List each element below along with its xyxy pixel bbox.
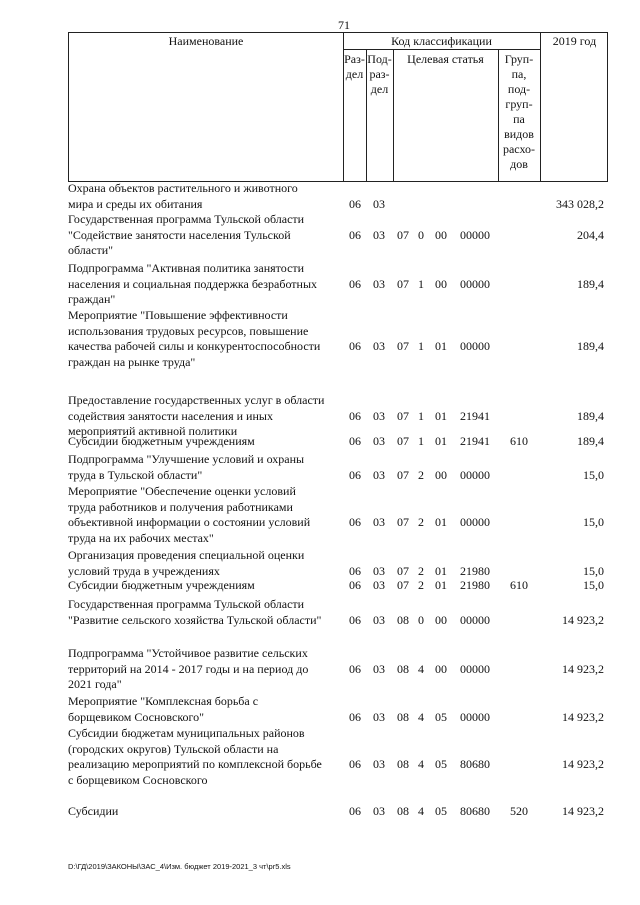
row-code-b: 1 (418, 434, 424, 448)
row-code-d: 00000 (460, 612, 490, 627)
row-code-b: 0 (418, 227, 424, 242)
row-code-a: 08 (397, 709, 409, 724)
table-row (68, 578, 608, 594)
row-code-c: 01 (435, 339, 447, 353)
row-code-r: 06 (349, 339, 361, 353)
row-code-c: 01 (435, 408, 447, 423)
table-row (68, 548, 608, 579)
row-name: Подпрограмма "Активная политика занятости населения и социальная поддержка безработных граждан" (68, 261, 318, 306)
row-code-pr: 03 (373, 434, 385, 448)
row-sum: 204,4 (577, 227, 604, 242)
row-sum: 14 923,2 (562, 709, 604, 724)
row-name: Государственная программа Тульской области "Содействие занятости населения Тульской области" (68, 212, 305, 257)
row-code-a: 08 (397, 757, 409, 771)
row-code-a: 07 (397, 434, 409, 448)
row-code-d: 00000 (460, 515, 490, 529)
row-code-r: 06 (349, 709, 361, 724)
row-code-r: 06 (349, 757, 361, 771)
row-code-b: 2 (418, 563, 424, 578)
row-code-r: 06 (349, 661, 361, 676)
header-year: 2019 год (552, 34, 597, 48)
row-code-a: 07 (397, 227, 409, 242)
row-code-a: 07 (397, 276, 409, 291)
row-code-d: 00000 (460, 339, 490, 353)
header-name: Наименование (168, 34, 244, 48)
row-code-b: 1 (418, 276, 424, 291)
table-row (68, 212, 608, 259)
row-code-pr: 03 (373, 804, 385, 818)
row-code-vr: 610 (510, 434, 528, 448)
row-code-d: 80680 (460, 757, 490, 771)
row-code-pr: 03 (373, 563, 385, 578)
row-code-b: 0 (418, 612, 424, 627)
row-code-b: 4 (418, 709, 424, 724)
page-number: 71 (338, 18, 350, 32)
row-sum: 15,0 (583, 515, 604, 529)
row-code-c: 01 (435, 578, 447, 592)
row-code-c: 00 (435, 612, 447, 627)
row-name: Охрана объектов растительного и животного мира и среды их обитания (68, 181, 298, 211)
row-code-r: 06 (349, 515, 361, 529)
row-code-r: 06 (349, 434, 361, 448)
row-code-b: 2 (418, 467, 424, 482)
row-sum: 189,4 (577, 408, 604, 423)
row-code-c: 01 (435, 515, 447, 529)
row-name: Предоставление государственных услуг в области содействия занятости населения и иных мероприятий активной политики (68, 393, 325, 438)
row-code-r: 06 (349, 227, 361, 242)
row-name: Подпрограмма "Устойчивое развитие сельских территорий на 2014 - 2017 годы и на период до 2021 года" (68, 646, 309, 691)
row-code-a: 07 (397, 563, 409, 578)
row-code-a: 08 (397, 612, 409, 627)
row-name: Мероприятие "Комплексная борьба с борщевиком Сосновского" (68, 694, 259, 724)
row-sum: 15,0 (583, 578, 604, 592)
row-code-a: 08 (397, 804, 409, 818)
row-code-pr: 03 (373, 339, 385, 353)
row-code-a: 07 (397, 515, 409, 529)
row-code-a: 07 (397, 467, 409, 482)
row-sum: 189,4 (577, 434, 604, 448)
row-name: Субсидии бюджетным учреждениям (68, 578, 255, 592)
row-code-d: 00000 (460, 709, 490, 724)
row-code-b: 2 (418, 515, 424, 529)
row-code-pr: 03 (373, 515, 385, 529)
table-row (68, 694, 608, 725)
row-code-d: 00000 (460, 227, 490, 242)
row-code-r: 06 (349, 612, 361, 627)
row-sum: 14 923,2 (562, 757, 604, 771)
table-row (68, 393, 608, 440)
row-code-c: 05 (435, 709, 447, 724)
row-code-pr: 03 (373, 227, 385, 242)
row-code-d: 21980 (460, 578, 490, 592)
table-row (68, 484, 608, 546)
table-row (68, 181, 608, 212)
row-code-b: 4 (418, 661, 424, 676)
row-code-c: 05 (435, 757, 447, 771)
table-header (68, 32, 608, 182)
row-code-r: 06 (349, 467, 361, 482)
row-code-pr: 03 (373, 196, 385, 211)
table-row (68, 261, 608, 308)
row-code-b: 1 (418, 408, 424, 423)
row-code-r: 06 (349, 578, 361, 592)
row-code-pr: 03 (373, 578, 385, 592)
row-code-d: 21980 (460, 563, 490, 578)
row-code-c: 00 (435, 227, 447, 242)
table-row (68, 804, 608, 820)
header-expense-group: Груп- па, под- груп- па видов расхо- дов (502, 52, 536, 171)
row-code-a: 07 (397, 578, 409, 592)
row-code-d: 00000 (460, 467, 490, 482)
row-code-d: 80680 (460, 804, 490, 818)
row-code-pr: 03 (373, 408, 385, 423)
row-sum: 15,0 (583, 563, 604, 578)
row-sum: 189,4 (577, 339, 604, 353)
header-razdel: Раз- дел (344, 52, 365, 81)
table-row (68, 308, 608, 370)
row-code-pr: 03 (373, 757, 385, 771)
row-code-vr: 610 (510, 578, 528, 592)
header-podrazdel: Под- раз- дел (367, 52, 392, 96)
row-sum: 14 923,2 (562, 804, 604, 818)
row-name: Государственная программа Тульской области "Развитие сельского хозяйства Тульской области" (68, 597, 322, 627)
row-name: Субсидии бюджетам муниципальных районов (городских округов) Тульской области на реализацию мероприятий по комплексной борьбе с борщевиком Сосновского (68, 726, 322, 787)
table-row (68, 597, 608, 628)
row-code-r: 06 (349, 196, 361, 211)
row-code-d: 21941 (460, 434, 490, 448)
row-code-pr: 03 (373, 709, 385, 724)
row-code-a: 07 (397, 339, 409, 353)
row-code-b: 4 (418, 804, 424, 818)
row-name: Субсидии (68, 804, 119, 818)
row-code-c: 01 (435, 563, 447, 578)
row-name: Мероприятие "Обеспечение оценки условий труда работников и получения работниками объективной информации о состоянии условий труда на их рабочих местах" (68, 484, 311, 545)
row-code-c: 05 (435, 804, 447, 818)
row-code-a: 08 (397, 661, 409, 676)
row-name: Мероприятие "Повышение эффективности использования трудовых ресурсов, повышение качества рабочей силы и конкурентоспособности граждан на рынке труда" (68, 308, 321, 369)
row-code-pr: 03 (373, 661, 385, 676)
row-code-pr: 03 (373, 276, 385, 291)
row-sum: 14 923,2 (562, 612, 604, 627)
row-code-pr: 03 (373, 612, 385, 627)
row-sum: 343 028,2 (556, 196, 604, 211)
table-row (68, 726, 608, 788)
row-name: Подпрограмма "Улучшение условий и охраны труда в Тульской области" (68, 452, 305, 482)
table-row (68, 452, 608, 483)
row-code-r: 06 (349, 276, 361, 291)
row-code-b: 2 (418, 578, 424, 592)
row-code-d: 21941 (460, 408, 490, 423)
row-code-b: 1 (418, 339, 424, 353)
row-code-r: 06 (349, 408, 361, 423)
row-code-vr: 520 (510, 804, 528, 818)
file-path-footer: D:\ГД\2019\ЗАКОНЫ\ЗАС_4\Изм. бюджет 2019-2021_3 чт\pr5.xls (68, 862, 291, 871)
row-sum: 15,0 (583, 467, 604, 482)
row-code-r: 06 (349, 804, 361, 818)
row-code-pr: 03 (373, 467, 385, 482)
row-sum: 189,4 (577, 276, 604, 291)
row-code-d: 00000 (460, 276, 490, 291)
row-code-r: 06 (349, 563, 361, 578)
row-code-c: 01 (435, 434, 447, 448)
row-code-b: 4 (418, 757, 424, 771)
row-code-c: 00 (435, 276, 447, 291)
table-row (68, 434, 608, 450)
row-code-c: 00 (435, 467, 447, 482)
row-name: Организация проведения специальной оценки условий труда в учреждениях (68, 548, 305, 578)
header-target-article: Целевая статья (407, 52, 484, 66)
row-name: Субсидии бюджетным учреждениям (68, 434, 255, 448)
table-row (68, 646, 608, 693)
row-code-d: 00000 (460, 661, 490, 676)
row-sum: 14 923,2 (562, 661, 604, 676)
row-code-c: 00 (435, 661, 447, 676)
header-code-group: Код классификации (391, 34, 492, 48)
row-code-a: 07 (397, 408, 409, 423)
